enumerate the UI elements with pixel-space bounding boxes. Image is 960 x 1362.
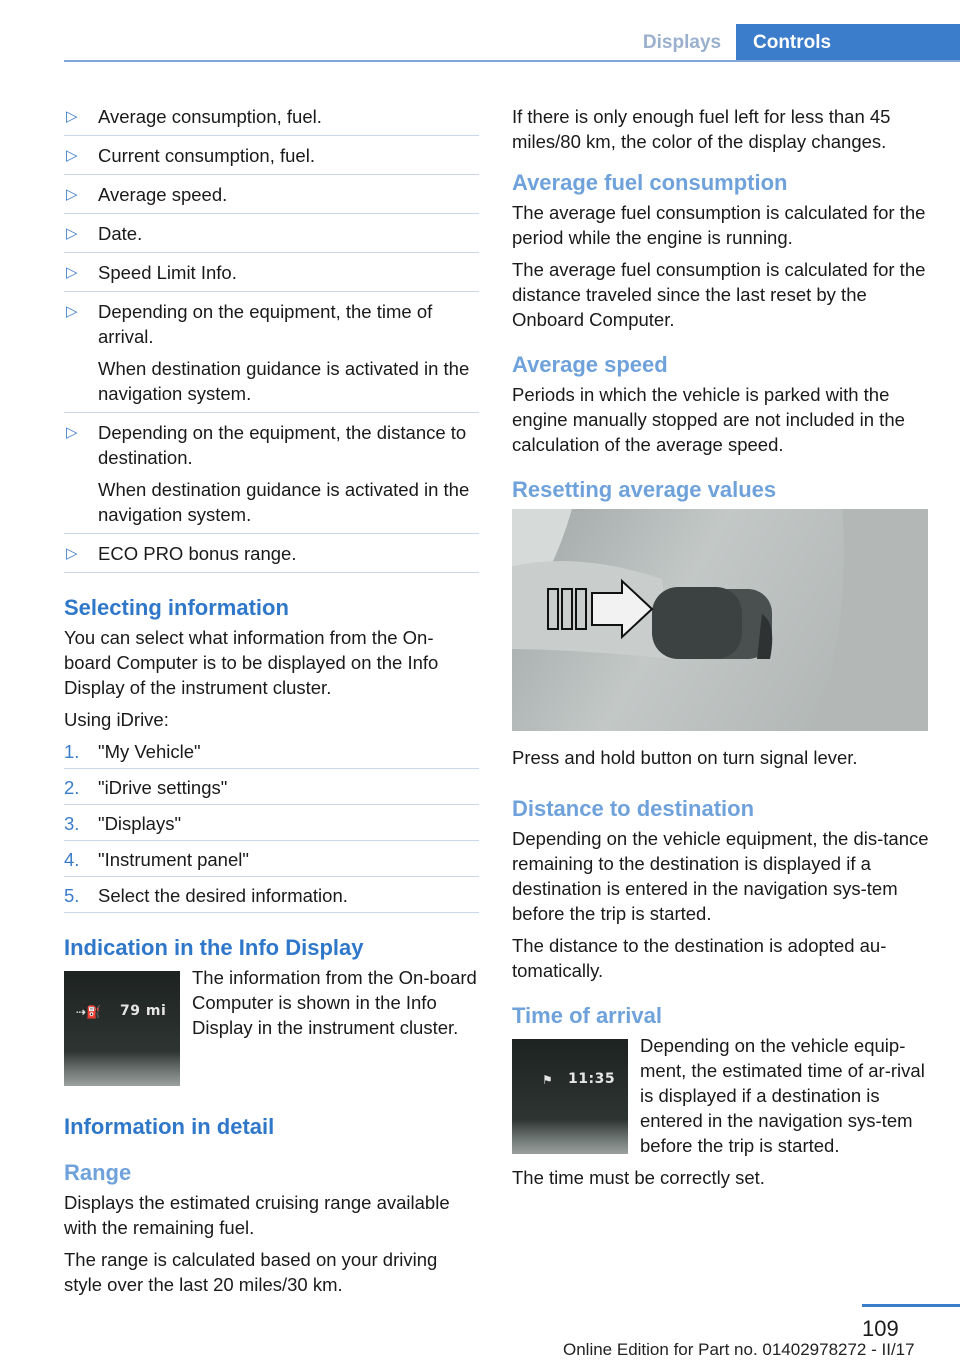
step-number: 5. [64,885,80,906]
list-item [64,182,479,214]
step-item [64,775,479,805]
paragraph: Periods in which the vehicle is parked with the engine manually stopped are not included in the calculation of the average speed. [512,384,905,455]
paragraph: The average fuel consumption is calculated for the period while the engine is running. [512,202,926,248]
paragraph: Displays the estimated cruising range available with the remaining fuel. [64,1192,450,1238]
list-item [64,260,479,292]
triangle-bullet-icon: ▷ [66,108,78,125]
idrive-steps-list [64,739,479,913]
list-item [64,299,479,413]
paragraph: The distance to the destination is adopted au-tomatically. [512,935,887,981]
list-item-text: Date. [98,223,143,244]
triangle-bullet-icon: ▷ [66,545,78,562]
destination-flag-icon: ⚑ [542,1073,553,1087]
step-number: 1. [64,741,80,762]
list-item-text: Speed Limit Info. [98,262,237,283]
step-text: "My Vehicle" [98,741,201,762]
paragraph: The time must be correctly set. [512,1167,765,1188]
paragraph: You can select what information from the On-board Computer is to be displayed on the Info Display of the instrument cluster. [64,627,439,698]
turn-signal-lever-illustration [512,509,928,731]
tab-controls[interactable]: Controls [736,24,960,62]
info-bullet-list [64,104,479,573]
triangle-bullet-icon: ▷ [66,424,78,441]
triangle-bullet-icon: ▷ [66,303,78,320]
list-item [64,420,479,534]
step-text: Select the desired information. [98,885,348,906]
list-item-text: When destination guidance is activated in the navigation system. [98,358,470,404]
heading-average-fuel-consumption: Average fuel consumption [512,170,788,195]
paragraph: The information from the On-board Computer is shown in the Info Display in the instrument cluster. [192,967,477,1038]
header-divider [64,60,960,62]
paragraph: If there is only enough fuel left for less than 45 miles/80 km, the color of the display changes. [512,106,891,152]
paragraph: The range is calculated based on your driving style over the last 20 miles/30 km. [64,1249,438,1295]
image-caption: Press and hold button on turn signal lever. [512,747,858,768]
step-number: 4. [64,849,80,870]
list-item [64,104,479,136]
list-item-text: Average consumption, fuel. [98,106,322,127]
triangle-bullet-icon: ▷ [66,186,78,203]
heading-resetting-average-values: Resetting average values [512,477,777,502]
heading-distance-to-destination: Distance to destination [512,796,755,821]
fuel-pump-icon: ⇢⛽ [76,1005,101,1019]
paragraph: Depending on the vehicle equipment, the dis-tance remaining to the destination is displayed if a destination is entered in the navigation sys-tem before the trip is started. [512,828,929,924]
tab-displays[interactable]: Displays [642,32,722,53]
list-item-text: ECO PRO bonus range. [98,543,297,564]
heading-time-of-arrival: Time of arrival [512,1003,662,1028]
list-item-text: Current consumption, fuel. [98,145,315,166]
list-item-text: Depending on the equipment, the time of arrival. [98,301,433,347]
triangle-bullet-icon: ▷ [66,147,78,164]
step-item [64,811,479,841]
list-item-text: Average speed. [98,184,228,205]
edition-note: Online Edition for Part no. 01402978272 - II/17 [563,1340,915,1359]
triangle-bullet-icon: ▷ [66,264,78,281]
info-display-arrival-image [512,1039,628,1154]
step-text: "iDrive settings" [98,777,228,798]
paragraph: Using iDrive: [64,709,169,730]
list-item [64,221,479,253]
list-item [64,143,479,175]
range-display-value: 79 mi [120,1003,167,1019]
page-number: 109 [862,1316,899,1341]
list-item [64,541,479,573]
paragraph: Depending on the vehicle equip-ment, the estimated time of ar-rival is displayed if a destination is entered in the navigation sys-tem before the trip is started. [640,1035,925,1156]
heading-average-speed: Average speed [512,352,668,377]
arrival-time-value: 11:35 [568,1071,616,1087]
right-column [512,104,930,1197]
footer-divider [862,1304,960,1307]
step-item [64,847,479,877]
list-item-text: When destination guidance is activated in the navigation system. [98,479,470,525]
turn-signal-lever-image [512,509,928,731]
info-display-range-image [64,971,180,1086]
heading-information-in-detail: Information in detail [64,1114,275,1139]
heading-selecting-information: Selecting information [64,595,289,620]
heading-range: Range [64,1160,132,1185]
step-text: "Instrument panel" [98,849,249,870]
left-column [64,104,479,1304]
step-text: "Displays" [98,813,182,834]
heading-indication-info-display: Indication in the Info Display [64,935,364,960]
step-number: 3. [64,813,80,834]
paragraph: The average fuel consumption is calculated for the distance traveled since the last reset by the Onboard Computer. [512,259,926,330]
list-item-text: Depending on the equipment, the distance to destination. [98,422,467,468]
step-item [64,883,479,913]
triangle-bullet-icon: ▷ [66,225,78,242]
step-item [64,739,479,769]
step-number: 2. [64,777,80,798]
